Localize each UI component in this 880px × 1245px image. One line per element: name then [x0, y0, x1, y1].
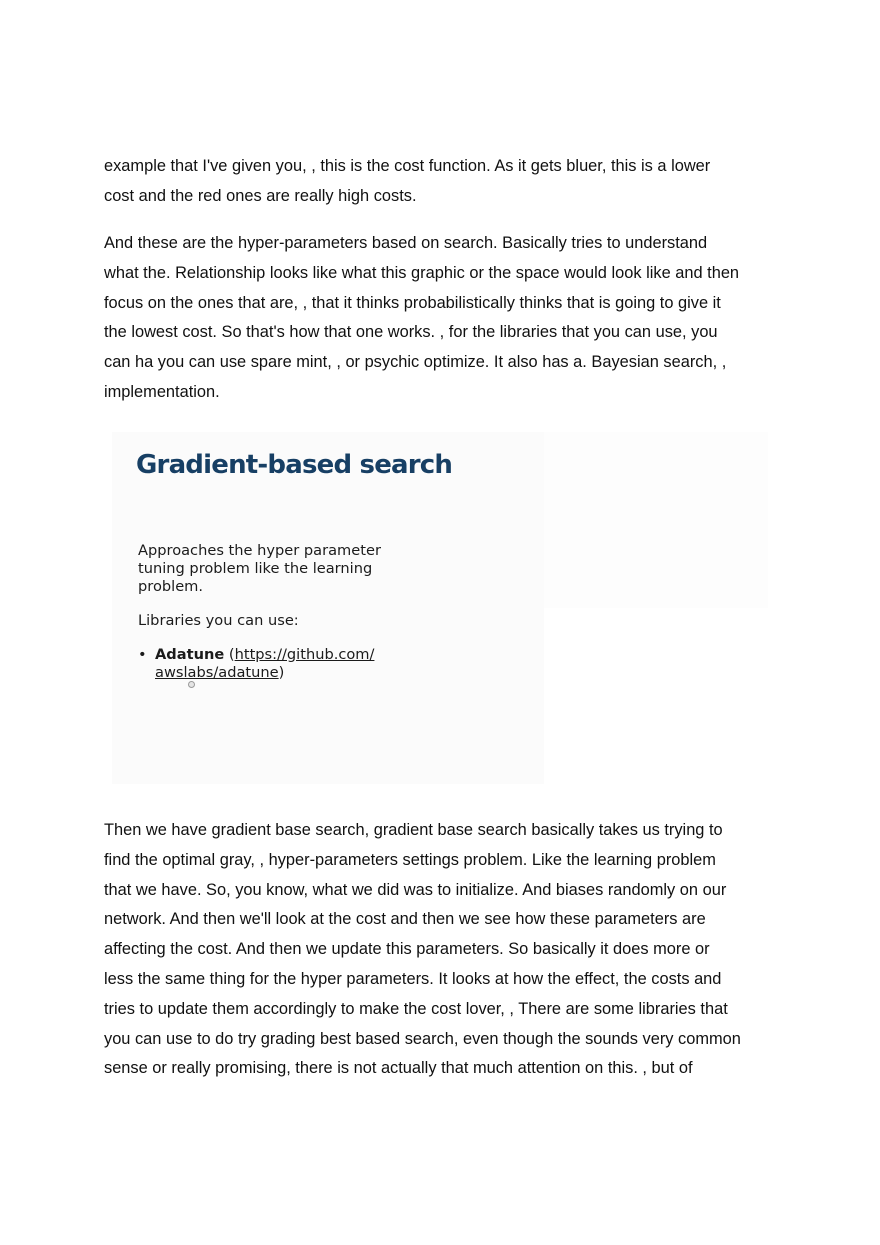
slide-image-gradient-based-search: [112, 432, 768, 784]
close-paren: ): [278, 664, 285, 681]
paragraph-gradient-search: Then we have gradient base search, gradient base search basically takes us trying to find the optimal gray, , hyper-parameters settings problem. Like the learning problem that we have. So, you know, what we did was to initialize. And biases randomly on our network. And then we'll look at the cost and then we see how these parameters are affecting the cost. And then we update this parameters. So basically it does more or less the same thing for the hyper parameters. It looks at how the effect, the costs and tries to update them accordingly to make the cost lover, , There are some libraries that you can use to do try grading best based search, even though the sounds very common sense or really promising, there is not actually that much attention on this. , but of: [104, 821, 741, 1078]
open-paren: (: [224, 646, 235, 663]
slide-title: Gradient-based search: [136, 450, 453, 480]
slide-background-left: [112, 432, 544, 784]
mouse-cursor-icon: [188, 681, 195, 688]
paragraph-bayesian-search: And these are the hyper-parameters based on search. Basically tries to understand what the. Relationship looks like what this graphic or the space would look like and then focus on the ones that are, , that it thinks probabilistically thinks that is going to give it the lowest cost. So that's how that one works. , for the libraries that you can use, you can ha you can use spare mint, , or psychic optimize. It also has a. Bayesian search, , implementation.: [104, 234, 740, 401]
bullet-text: [155, 646, 395, 682]
slide-background-right: [544, 432, 768, 608]
library-link[interactable]: https://github.com/ awslabs/adatune: [155, 646, 375, 681]
slide-description: Approaches the hyper parameter tuning problem like the learning problem.: [138, 542, 381, 595]
slide-libraries-label: Libraries you can use:: [138, 612, 299, 629]
paragraph-cost-function: example that I've given you, , this is the cost function. As it gets bluer, this is a lower cost and the red ones are really high costs.: [104, 157, 711, 205]
library-name: Adatune: [155, 646, 225, 663]
bullet-icon: •: [138, 646, 147, 663]
